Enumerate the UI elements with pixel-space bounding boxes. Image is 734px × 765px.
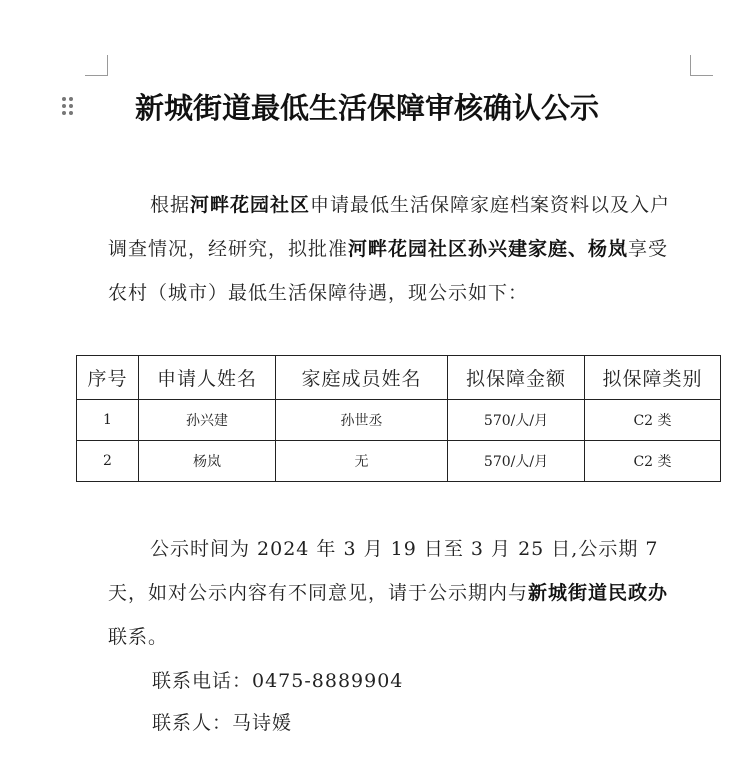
intro-community-name: 河畔花园社区 [190, 194, 311, 216]
cell-serial: 1 [77, 400, 139, 441]
notice-text-2: 联系。 [108, 626, 169, 648]
table-header-row [77, 356, 721, 400]
cell-family-member-name: 无 [276, 441, 448, 482]
page-corner-mark-top-right [690, 55, 713, 76]
cell-amount: 570/人/月 [448, 400, 585, 441]
notice-paragraph [108, 527, 688, 659]
intro-text-3: 享受农村（城市）最低生活保障待遇，现公示如下： [108, 238, 669, 304]
intro-text-2: 申请最低生活保障家庭档案资料以及入户调查情况，经研究，拟批准 [108, 194, 671, 260]
cell-serial: 2 [77, 441, 139, 482]
intro-text-1: 根据 [150, 194, 191, 216]
intro-approved-families: 河畔花园社区孙兴建家庭、杨岚 [348, 238, 629, 260]
cell-category: C2 类 [585, 400, 721, 441]
approval-table [76, 355, 721, 482]
cell-applicant-name: 孙兴建 [139, 400, 276, 441]
header-serial: 序号 [77, 356, 139, 400]
header-family-member-name: 家庭成员姓名 [276, 356, 448, 400]
table-row [77, 441, 721, 482]
header-category: 拟保障类别 [585, 356, 721, 400]
document-title: 新城街道最低生活保障审核确认公示 [134, 91, 599, 125]
cell-category: C2 类 [585, 441, 721, 482]
notice-office-name: 新城街道民政办 [528, 582, 669, 604]
table-row [77, 400, 721, 441]
notice-text-1: 公示时间为 2024 年 3 月 19 日至 3 月 25 日,公示期 7 天，如对公示内容有不同意见，请于公示期内与 [108, 538, 659, 604]
header-applicant-name: 申请人姓名 [139, 356, 276, 400]
cell-family-member-name: 孙世丞 [276, 400, 448, 441]
page-corner-mark-top-left [85, 55, 108, 76]
cell-amount: 570/人/月 [448, 441, 585, 482]
intro-paragraph [108, 183, 688, 315]
contact-person: 联系人：马诗媛 [152, 712, 293, 734]
contact-phone: 联系电话：0475-8889904 [152, 670, 404, 692]
header-amount: 拟保障金额 [448, 356, 585, 400]
cell-applicant-name: 杨岚 [139, 441, 276, 482]
